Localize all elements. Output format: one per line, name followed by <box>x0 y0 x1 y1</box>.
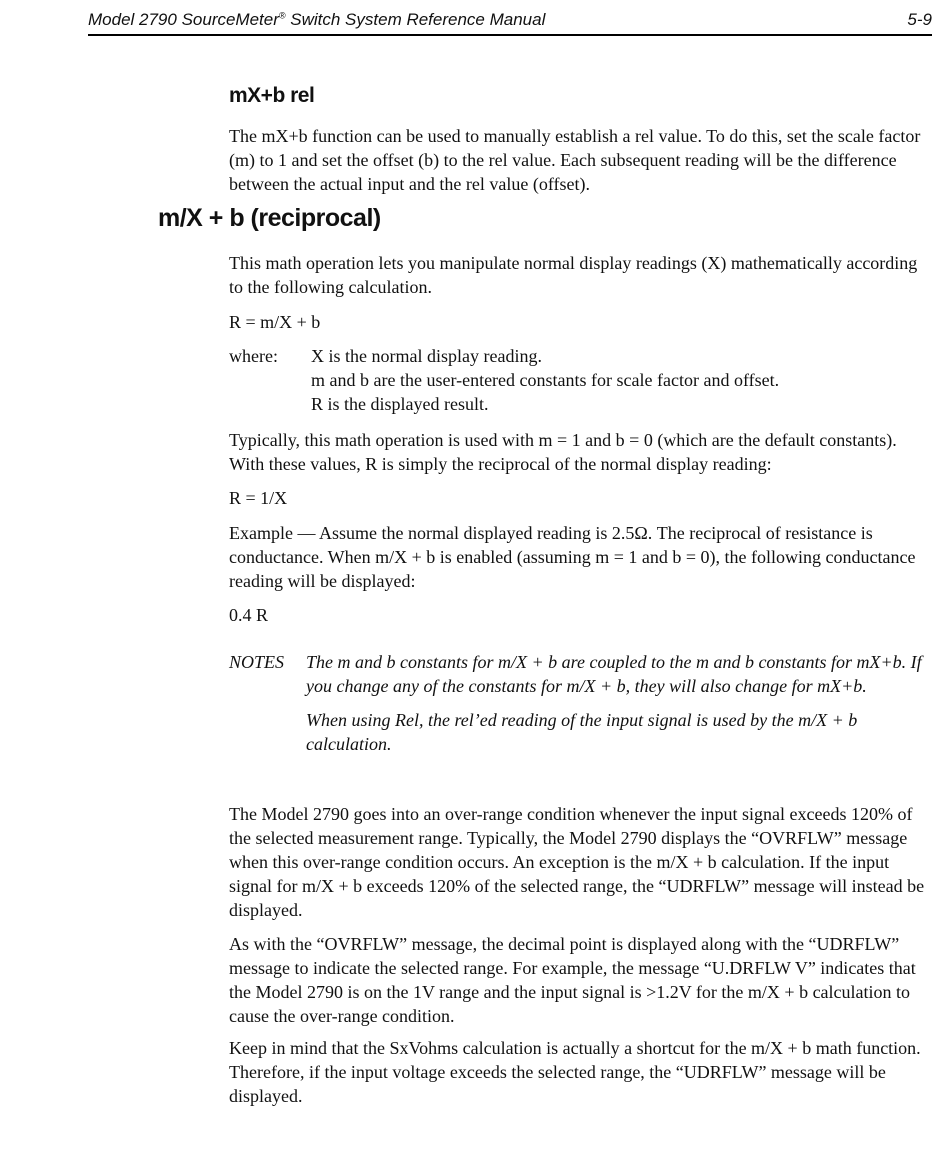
manual-title <box>88 10 545 30</box>
manual-title-rest: Switch System Reference Manual <box>285 10 546 29</box>
para-mxb-rel: The mX+b function can be used to manually establish a rel value. To do this, set the scale factor (m) to 1 and set the offset (b) to the rel value. Each subsequent reading will be the difference between the actual input and the rel value (offset). <box>229 126 921 194</box>
formula-main: R = m/X + b <box>229 312 321 332</box>
formula-reciprocal: R = 1/X <box>229 488 288 508</box>
example-result: 0.4 R <box>229 605 269 625</box>
where-line-mb: m and b are the user-entered constants for scale factor and offset. <box>311 370 780 390</box>
heading-reciprocal: m/X + b (reciprocal) <box>158 204 381 232</box>
note-rel: When using Rel, the rel’ed reading of the input signal is used by the m/X + b calculation. <box>306 710 858 754</box>
para-decimal: As with the “OVRFLW” message, the decimal point is displayed along with the “UDRFLW” message to indicate the selected range. For example, the message “U.DRFLW V” indicates that the Model 2790 is on the 1V range and the input signal is >1.2V for the m/X + b calculation to cause the over-range condition. <box>229 934 916 1026</box>
note-coupled-constants: The m and b constants for m/X + b are coupled to the m and b constants for mX+b. If you change any of the constants for m/X + b, they will also change for mX+b. <box>306 652 922 696</box>
page-number: 5-9 <box>907 10 932 29</box>
page-header <box>88 6 932 36</box>
para-typical: Typically, this math operation is used with m = 1 and b = 0 (which are the default constants). With these values, R is simply the reciprocal of the normal display reading: <box>229 430 897 474</box>
notes-label: NOTES <box>229 652 285 672</box>
where-line-r: R is the displayed result. <box>311 394 489 414</box>
where-line-x: X is the normal display reading. <box>311 346 542 366</box>
heading-mxb-rel: mX+b rel <box>229 84 315 107</box>
para-sxvohms: Keep in mind that the SxVohms calculation is actually a shortcut for the m/X + b math function. Therefore, if the input voltage exceeds the selected range, the “UDRFLW” message will be displayed. <box>229 1038 921 1106</box>
para-example: Example — Assume the normal displayed reading is 2.5Ω. The reciprocal of resistance is conductance. When m/X + b is enabled (assuming m = 1 and b = 0), the following conductance reading will be displayed: <box>229 523 916 591</box>
registered-mark: ® <box>278 10 286 21</box>
para-intro: This math operation lets you manipulate normal display readings (X) mathematically according to the following calculation. <box>229 253 918 297</box>
manual-title-main: Model 2790 SourceMeter <box>88 10 279 29</box>
where-label: where: <box>229 346 278 366</box>
para-overrange: The Model 2790 goes into an over-range condition whenever the input signal exceeds 120% of the selected measurement range. Typically, the Model 2790 displays the “OVRFLW” message when this over-range condition occurs. An exception is the m/X + b calculation. If the input signal for m/X + b exceeds 120% of the selected range, the “UDRFLW” message will instead be displayed. <box>229 804 925 920</box>
